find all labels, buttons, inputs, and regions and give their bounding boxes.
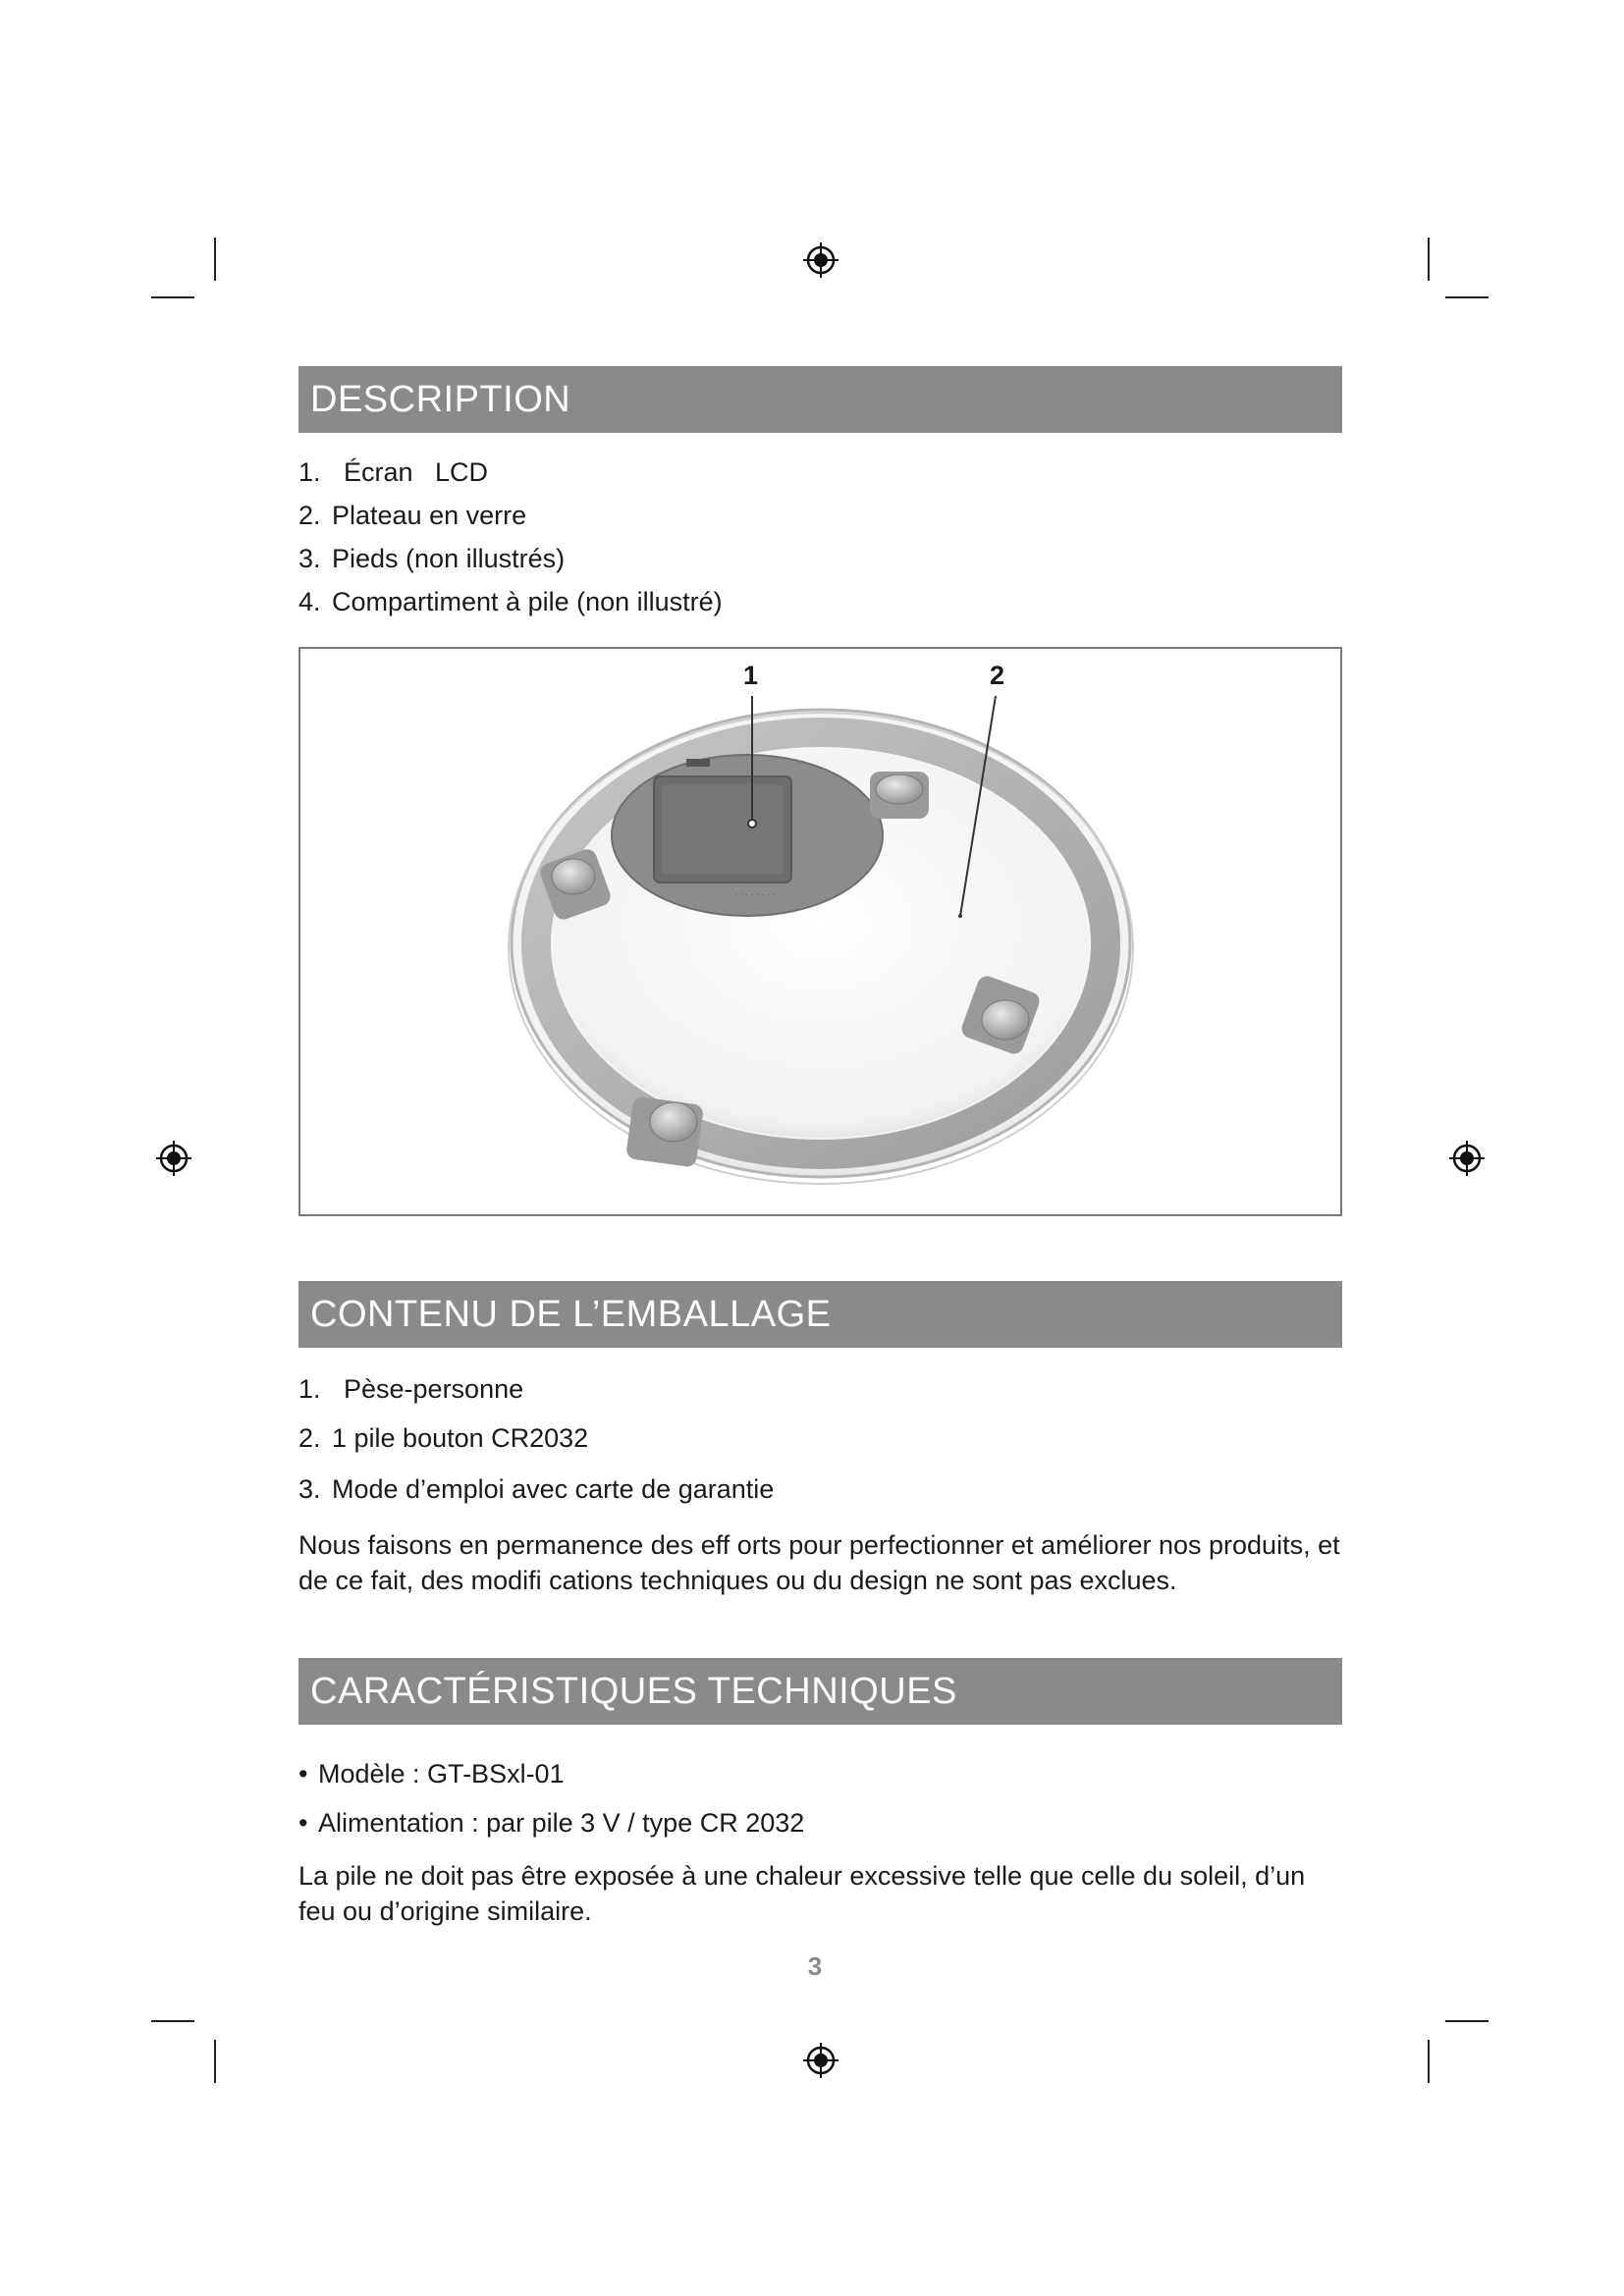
list-item (298, 1423, 774, 1474)
crop-mark-bottom-left-horizontal (151, 2020, 194, 2022)
list-item-number: 1. (298, 1374, 321, 1404)
specs-title: CARACTÉRISTIQUES TECHNIQUES (310, 1671, 957, 1712)
list-item-bullet: • (298, 1808, 308, 1838)
crop-mark-bottom-right-horizontal (1445, 2020, 1489, 2022)
svg-text:· · · · · · · ·: · · · · · · · · (734, 889, 776, 899)
crop-mark-top-right-horizontal (1445, 296, 1489, 298)
specs-list (298, 1759, 804, 1857)
crop-mark-bottom-left-vertical (214, 2040, 216, 2083)
callout-label-2: 2 (990, 661, 1005, 690)
specs-header (298, 1658, 1342, 1725)
crop-mark-top-left-horizontal (151, 296, 194, 298)
callout-label-1: 1 (743, 661, 759, 690)
list-item-text: Plateau en verre (332, 501, 527, 530)
list-item (298, 457, 723, 501)
registration-mark-right-icon (1448, 1140, 1486, 1177)
list-item-text: Modèle : GT-BSxl-01 (318, 1759, 565, 1789)
list-item-number: 4. (298, 587, 321, 616)
list-item-number: 2. (298, 1423, 321, 1453)
list-item (298, 1808, 804, 1857)
list-item-number: 2. (298, 501, 321, 530)
package-header (298, 1281, 1342, 1348)
list-item-text: 1 pile bouton CR2032 (332, 1423, 589, 1453)
list-item (298, 544, 723, 587)
list-item (298, 501, 723, 544)
description-header (298, 366, 1342, 433)
list-item-number: 3. (298, 544, 321, 573)
specs-note: La pile ne doit pas être exposée à une chaleur excessive telle que celle du soleil, d’un feu ou d’origine similaire. (298, 1861, 1306, 1926)
list-item-text: Pieds (non illustrés) (332, 544, 566, 573)
crop-mark-top-left-vertical (214, 238, 216, 281)
list-item-bullet: • (298, 1759, 308, 1789)
registration-mark-bottom-icon (802, 2042, 839, 2079)
list-item-text: Alimentation : par pile 3 V / type CR 2032 (318, 1808, 805, 1838)
list-item (298, 1474, 774, 1523)
crop-mark-top-right-vertical (1428, 238, 1430, 281)
list-item (298, 1759, 804, 1808)
description-title: DESCRIPTION (310, 379, 571, 420)
registration-mark-top-icon (802, 241, 839, 279)
list-item-text: Pèse-personne (344, 1374, 524, 1404)
list-item-text: Mode d’emploi avec carte de garantie (332, 1474, 775, 1504)
list-item-text: Écran LCD (344, 457, 489, 487)
package-note: Nous faisons en permanence des eff orts pour perfectionner et améliorer nos produits, et de ce fait, des modifi cations techniques ou du design ne sont pas exclues. (298, 1530, 1340, 1595)
crop-mark-bottom-right-vertical (1428, 2040, 1430, 2083)
bathroom-scale-illustration (300, 649, 1344, 1218)
package-list (298, 1374, 774, 1523)
list-item (298, 587, 723, 630)
page-number: 3 (807, 1951, 823, 1981)
registration-mark-left-icon (155, 1140, 192, 1177)
description-list (298, 457, 723, 630)
list-item-text: Compartiment à pile (non illustré) (332, 587, 723, 616)
product-figure (298, 647, 1342, 1216)
list-item (298, 1374, 774, 1423)
list-item-number: 3. (298, 1474, 321, 1504)
package-title: CONTENU DE L’EMBALLAGE (310, 1294, 832, 1335)
list-item-number: 1. (298, 457, 321, 487)
